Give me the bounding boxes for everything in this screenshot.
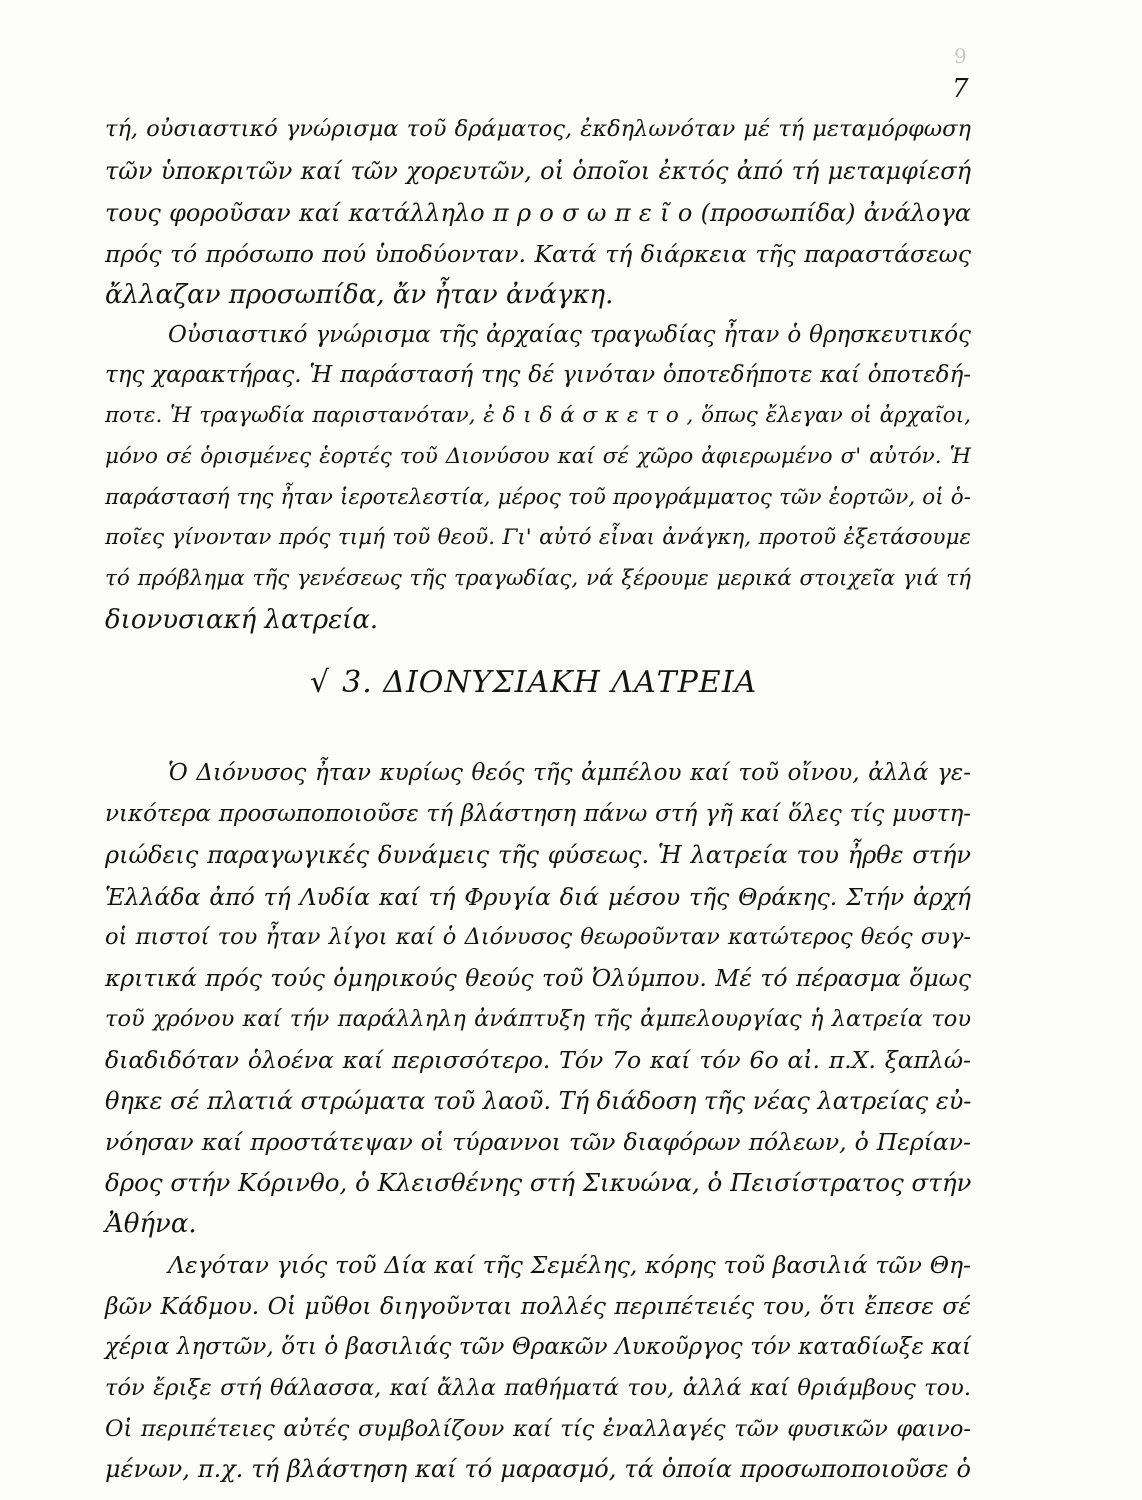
text-line: ποῖες γίνονταν πρός τιμή τοῦ θεοῦ. Γι' αὐτό εἶναι ἀνάγκη, προτοῦ ἐξετάσουμε (105, 525, 971, 550)
faint-page-number: 9 (954, 44, 967, 68)
text-line: Οἱ περιπέτειες αὐτές συμβολίζουν καί τίς ἐναλλαγές τῶν φυσικῶν φαινο- (105, 1416, 971, 1442)
text-line: Οὐσιαστικό γνώρισμα τῆς ἀρχαίας τραγωδίας ἦταν ὁ θρησκευτικός (168, 322, 971, 348)
text-line: τό πρόβλημα τῆς γενέσεως τῆς τραγωδίας, νά ξέρουμε μερικά στοιχεῖα γιά τή (105, 566, 971, 591)
text-line: ποτε. Ἡ τραγωδία παριστανόταν, ἐ δ ι δ ά σ κ ε τ ο , ὅπως ἔλεγαν οἱ ἀρχαῖοι, (105, 403, 971, 428)
text-line: διαδιδόταν ὁλοένα καί περισσότερο. Τόν 7ο καί τόν 6ο αἰ. π.Χ. ξαπλώ- (105, 1046, 971, 1074)
text-line: κριτικά πρός τούς ὁμηρικούς θεούς τοῦ Ὀλύμπου. Μέ τό πέρασμα ὅμως (105, 964, 971, 992)
text-line: ἄλλαζαν προσωπίδα, ἄν ἦταν ἀνάγκη. (105, 280, 614, 310)
section-heading (310, 665, 757, 700)
text-line: μόνο σέ ὁρισμένες ἑορτές τοῦ Διονύσου καί σέ χῶρο ἀφιερωμένο σ' αὐτόν. Ἡ (105, 444, 971, 469)
text-line: τοῦ χρόνου καί τήν παράλληλη ἀνάπτυξη τῆς ἀμπελουργίας ἡ λατρεία του (105, 1006, 971, 1032)
text-line: Λεγόταν γιός τοῦ Δία καί τῆς Σεμέλης, κόρης τοῦ βασιλιά τῶν Θη- (168, 1251, 971, 1279)
text-line: διονυσιακή λατρεία. (105, 605, 379, 635)
text-line: δρος στήν Κόρινθο, ὁ Κλεισθένης στή Σικυώνα, ὁ Πεισίστρατος στήν (105, 1168, 972, 1197)
text-line: θηκε σέ πλατιά στρώματα τοῦ λαοῦ. Τή διάδοση τῆς νέας λατρείας εὐ- (105, 1087, 972, 1115)
section-heading-text: 3. ΔΙΟΝΥΣΙΑΚΗ ΛΑΤΡΕΙΑ (342, 665, 758, 700)
text-line: τους φοροῦσαν καί κατάλληλο π ρ ο σ ω π ε ῖ ο (προσωπίδα) ἀνάλογα (105, 199, 971, 227)
text-line: τόν ἔριξε στή θάλασσα, καί ἄλλα παθήματά του, ἀλλά καί θριάμβους του. (105, 1375, 971, 1401)
text-line: βῶν Κάδμου. Οἱ μῦθοι διηγοῦνται πολλές περιπέτειές του, ὅτι ἔπεσε σέ (105, 1292, 971, 1320)
text-line: Ἀθήνα. (105, 1209, 197, 1239)
text-line: Ὁ Διόνυσος ἦταν κυρίως θεός τῆς ἀμπέλου καί τοῦ οἴνου, ἀλλά γε- (168, 760, 971, 786)
text-line: παράστασή της ἦταν ἱεροτελεστία, μέρος τοῦ προγράμματος τῶν ἑορτῶν, οἱ ὁ- (105, 485, 971, 510)
text-line: ριώδεις παραγωγικές δυνάμεις τῆς φύσεως. Ἡ λατρεία του ἦρθε στήν (105, 841, 971, 869)
text-line: πρός τό πρόσωπο πού ὑποδύονταν. Κατά τή διάρκεια τῆς παραστάσεως (105, 240, 971, 268)
text-line: νικότερα προσωποποιοῦσε τή βλάστηση πάνω στή γῆ καί ὅλες τίς μυστη- (105, 801, 971, 827)
text-line: νόησαν καί προστάτεψαν οἱ τύραννοι τῶν διαφόρων πόλεων, ὁ Περίαν- (105, 1128, 971, 1156)
text-line: τή, οὐσιαστικό γνώρισμα τοῦ δράματος, ἐκδηλωνόταν μέ τή μεταμόρφωση (105, 116, 971, 142)
page-number: 7 (952, 74, 969, 104)
text-line: οἱ πιστοί του ἦταν λίγοι καί ὁ Διόνυσος θεωροῦνταν κατώτερος θεός συγ- (105, 924, 971, 950)
text-line: χέρια ληστῶν, ὅτι ὁ βασιλιάς τῶν Θρακῶν Λυκοῦργος τόν καταδίωξε καί (105, 1334, 971, 1360)
text-line: τῶν ὑποκριτῶν καί τῶν χορευτῶν, οἱ ὁποῖοι ἐκτός ἀπό τή μεταμφίεσή (105, 157, 971, 185)
text-line: της χαρακτήρας. Ἡ παράστασή της δέ γινόταν ὁποτεδήποτε καί ὁποτεδή- (105, 362, 971, 388)
check-mark: √ (310, 665, 331, 700)
text-line: Ἑλλάδα ἀπό τή Λυδία καί τή Φρυγία διά μέσου τῆς Θράκης. Στήν ἀρχή (105, 883, 971, 911)
text-line: μένων, π.χ. τή βλάστηση καί τό μαρασμό, τά ὁποία προσωποποιοῦσε ὁ (105, 1455, 971, 1483)
